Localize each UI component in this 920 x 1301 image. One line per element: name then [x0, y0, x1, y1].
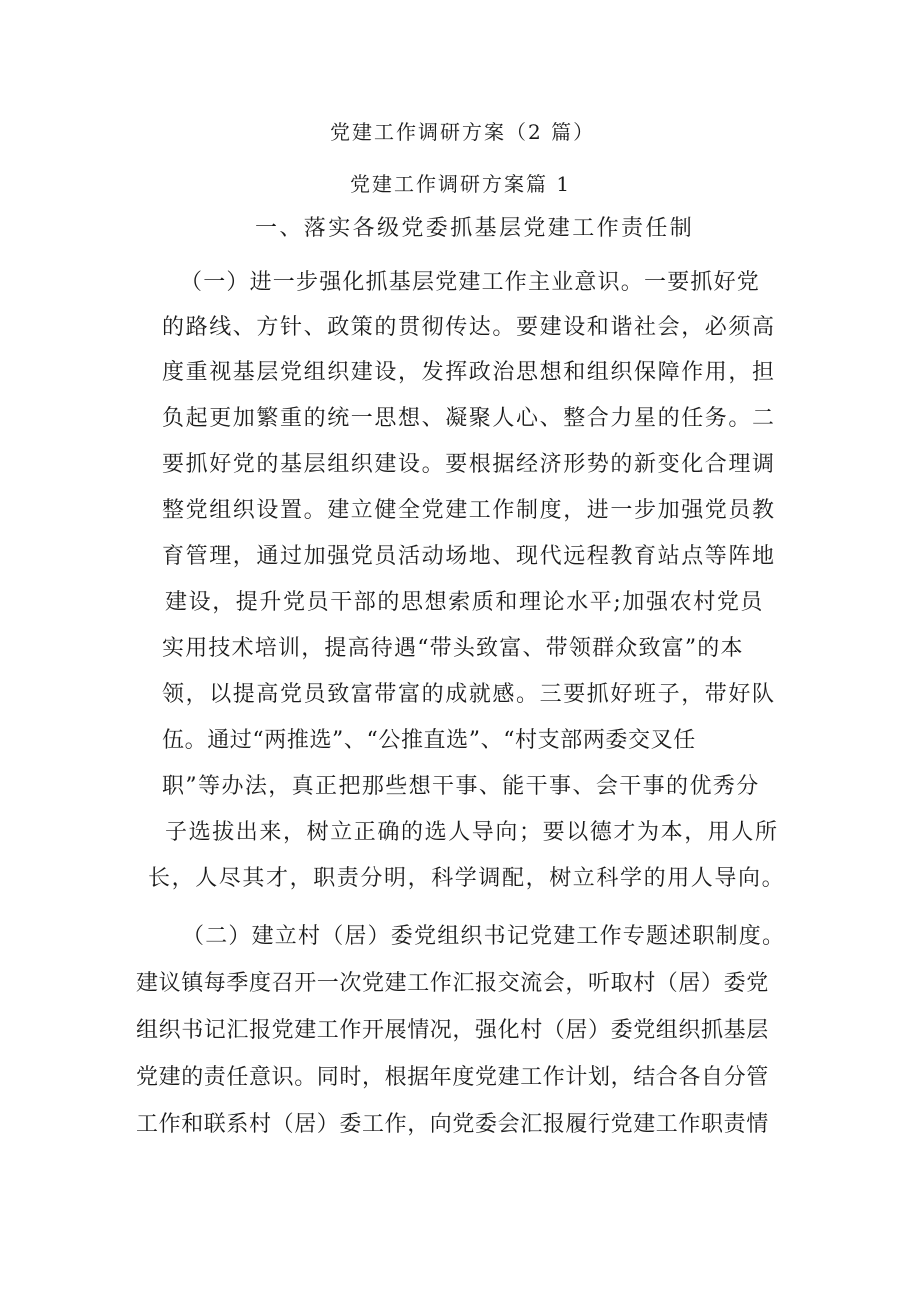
- paragraph-line: 实用技术培训，提高待遇“带头致富、带领群众致富”的本: [162, 636, 744, 661]
- paragraph-line: 组织书记汇报党建工作开展情况，强化村（居）委党组织抓基层: [136, 1018, 769, 1043]
- paragraph-line: 的路线、方针、政策的贯彻传达。要建设和谐社会，必须高: [162, 315, 776, 340]
- paragraph-line: 负起更加繁重的统一思想、凝聚人心、整合力星的任务。二: [162, 406, 776, 431]
- paragraph-line: 工作和联系村（居）委工作，向党委会汇报履行党建工作职责情: [136, 1112, 769, 1137]
- paragraph-line: 度重视基层党组织建设，发挥政治思想和组织保障作用，担: [162, 360, 776, 385]
- section-heading: 一、落实各级党委抓基层党建工作责任制: [255, 216, 695, 241]
- paragraph-line: 育管理，通过加强党员活动场地、现代远程教育站点等阵地: [162, 544, 776, 569]
- document-subtitle: 党建工作调研方案篇 1: [350, 172, 572, 196]
- paragraph-line: 建设，提升党员干部的思想索质和理论水平;加强农村党员: [165, 590, 765, 615]
- paragraph-line: 要抓好党的基层组织建设。要根据经济形势的新变化合理调: [162, 452, 776, 477]
- paragraph-line: 党建的责任意识。同时，根据年度党建工作计划，结合各自分管: [136, 1065, 769, 1090]
- paragraph-line: 职”等办法，真正把那些想干事、能干事、会干事的优秀分: [162, 774, 760, 799]
- paragraph-line: 长，人尽其才，职责分明，科学调配，树立科学的用人导向。: [148, 866, 786, 891]
- paragraph-line: 建议镇每季度召开一次党建工作汇报交流会，听取村（居）委党: [136, 971, 769, 996]
- paragraph-line: （一）进一步强化抓基层党建工作主业意识。一要抓好党: [180, 270, 761, 295]
- paragraph-line: 领，以提高党员致富带富的成就感。三要抓好班子，带好队: [162, 682, 776, 707]
- paragraph-line: （二）建立村（居）委党组织书记党建工作专题述职制度。: [182, 924, 786, 949]
- paragraph-line: 子选拔出来，树立正确的选人导向；要以德才为本，用人所: [165, 820, 779, 845]
- paragraph-line: 整党组织设置。建立健全党建工作制度，进一步加强党员教: [162, 498, 776, 523]
- paragraph-line: 伍。通过“两推选”、“公推直选”、“村支部两委交叉任: [162, 728, 696, 753]
- document-title: 党建工作调研方案（2 篇）: [330, 120, 596, 144]
